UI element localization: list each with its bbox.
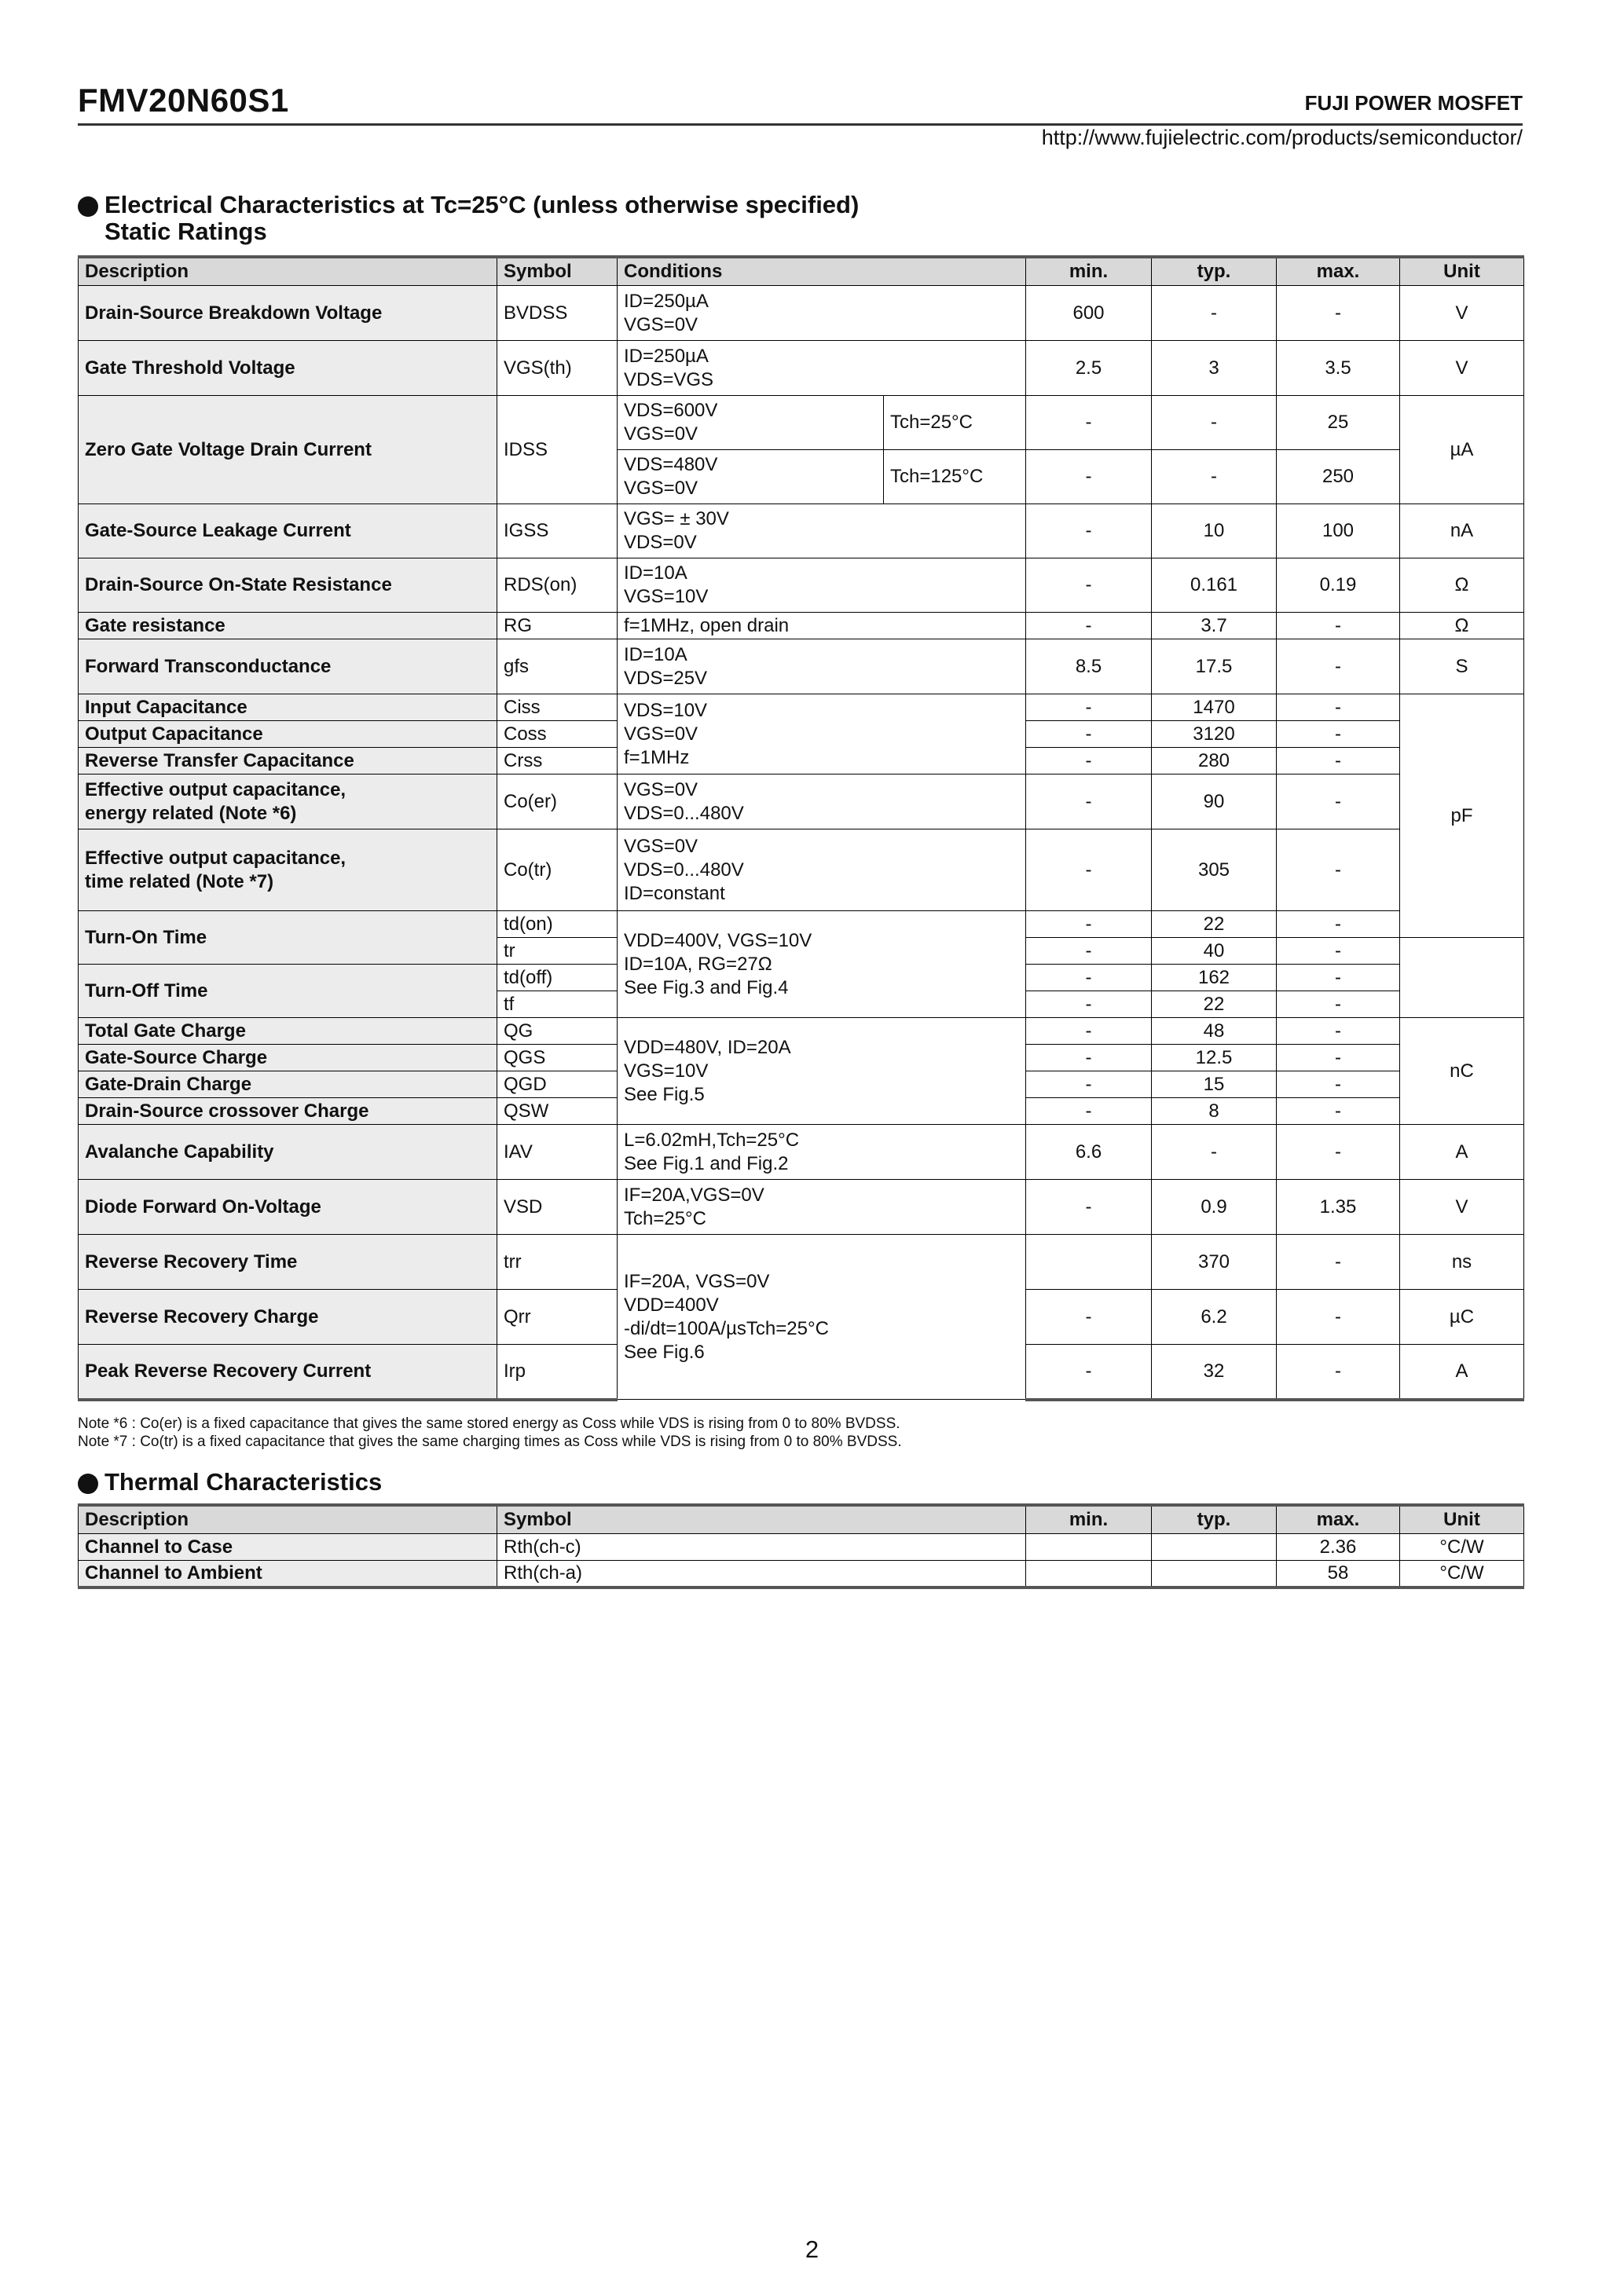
row-max: - (1277, 1345, 1400, 1400)
row-max: - (1277, 1071, 1400, 1098)
row-max: - (1277, 1125, 1400, 1180)
row-symbol: QG (497, 1018, 618, 1045)
col-description: Description (79, 1505, 497, 1534)
col-unit: Unit (1400, 1505, 1524, 1534)
table-row (79, 1018, 1524, 1045)
col-typ: typ. (1152, 257, 1277, 286)
row-min: - (1026, 558, 1152, 613)
row-conditions: VDS=10V VGS=0V f=1MHz (618, 694, 1026, 774)
row-typ: 40 (1152, 938, 1277, 965)
row-max: - (1277, 1098, 1400, 1125)
row-typ: 370 (1152, 1235, 1277, 1290)
page-title: FMV20N60S1 (78, 82, 289, 119)
row-symbol: trr (497, 1235, 618, 1290)
row-typ: - (1152, 1125, 1277, 1180)
bullet-icon (78, 1474, 98, 1494)
table-row (79, 911, 1524, 938)
row-max: - (1277, 721, 1400, 748)
row-desc: Channel to Ambient (79, 1561, 497, 1587)
row-max: - (1277, 991, 1400, 1018)
row-desc: Avalanche Capability (79, 1125, 497, 1180)
row-symbol: Co(tr) (497, 829, 618, 911)
row-max: - (1277, 1045, 1400, 1071)
row-conditions: VDS=480V VGS=0V (618, 450, 884, 504)
row-typ: 90 (1152, 774, 1277, 829)
row-typ: 3.7 (1152, 613, 1277, 639)
row-desc: Drain-Source Breakdown Voltage (79, 286, 497, 341)
row-conditions: ID=250µA VDS=VGS (618, 341, 1026, 396)
row-conditions: L=6.02mH,Tch=25°C See Fig.1 and Fig.2 (618, 1125, 1026, 1180)
row-unit: °C/W (1400, 1534, 1524, 1561)
row-min: - (1026, 1180, 1152, 1235)
row-symbol: RDS(on) (497, 558, 618, 613)
row-symbol: Co(er) (497, 774, 618, 829)
table-row (79, 1180, 1524, 1235)
row-max: - (1277, 774, 1400, 829)
electrical-table (78, 255, 1524, 1401)
row-max: - (1277, 1235, 1400, 1290)
row-max: 1.35 (1277, 1180, 1400, 1235)
row-conditions: VGS=0V VDS=0...480V (618, 774, 1026, 829)
row-min (1026, 1534, 1152, 1561)
row-typ: 17.5 (1152, 639, 1277, 694)
row-symbol: tr (497, 938, 618, 965)
row-unit: Ω (1400, 613, 1524, 639)
row-typ: 280 (1152, 748, 1277, 774)
thermal-title: Thermal Characteristics (104, 1468, 383, 1496)
row-min: - (1026, 1018, 1152, 1045)
thermal-table (78, 1503, 1524, 1589)
electrical-title: Electrical Characteristics at Tc=25°C (unless otherwise specified) (104, 191, 860, 218)
row-unit: V (1400, 286, 1524, 341)
row-max: 3.5 (1277, 341, 1400, 396)
row-desc: Input Capacitance (79, 694, 497, 721)
row-min: 8.5 (1026, 639, 1152, 694)
table-row (79, 1534, 1524, 1561)
row-symbol: BVDSS (497, 286, 618, 341)
row-unit: ns (1400, 1235, 1524, 1290)
row-unit: S (1400, 639, 1524, 694)
row-max: - (1277, 694, 1400, 721)
row-typ: 162 (1152, 965, 1277, 991)
table-row (79, 694, 1524, 721)
col-symbol: Symbol (497, 1505, 1026, 1534)
row-max: 250 (1277, 450, 1400, 504)
row-typ: 6.2 (1152, 1290, 1277, 1345)
row-symbol: RG (497, 613, 618, 639)
table-row (79, 613, 1524, 639)
row-desc: Output Capacitance (79, 721, 497, 748)
row-symbol: Irp (497, 1345, 618, 1400)
row-symbol: IDSS (497, 396, 618, 504)
row-min: - (1026, 450, 1152, 504)
row-symbol: Crss (497, 748, 618, 774)
row-max: 58 (1277, 1561, 1400, 1587)
row-conditions: ID=10A VGS=10V (618, 558, 1026, 613)
row-max: 25 (1277, 396, 1400, 450)
table-row (79, 1561, 1524, 1587)
row-unit: µC (1400, 1290, 1524, 1345)
row-symbol: Rth(ch-a) (497, 1561, 1026, 1587)
row-temperature: Tch=25°C (884, 396, 1026, 450)
table-row (79, 504, 1524, 558)
row-min: 2.5 (1026, 341, 1152, 396)
row-min: - (1026, 829, 1152, 911)
col-conditions: Conditions (618, 257, 1026, 286)
row-typ: 0.9 (1152, 1180, 1277, 1235)
electrical-heading (78, 192, 859, 245)
row-desc: Forward Transconductance (79, 639, 497, 694)
thermal-heading (78, 1469, 382, 1496)
row-symbol: IAV (497, 1125, 618, 1180)
row-min: - (1026, 504, 1152, 558)
row-desc: Turn-Off Time (79, 965, 497, 1018)
row-desc: Turn-On Time (79, 911, 497, 965)
row-desc: Reverse Recovery Charge (79, 1290, 497, 1345)
row-desc: Reverse Recovery Time (79, 1235, 497, 1290)
note-7: Note *7 : Co(tr) is a fixed capacitance that gives the same charging times as Coss while VDS is rising from 0 to 80% BVDSS. (78, 1434, 902, 1450)
row-typ: 1470 (1152, 694, 1277, 721)
row-desc: Channel to Case (79, 1534, 497, 1561)
row-max: - (1277, 286, 1400, 341)
table-row (79, 558, 1524, 613)
row-min: - (1026, 748, 1152, 774)
row-desc: Gate-Drain Charge (79, 1071, 497, 1098)
row-min: - (1026, 1098, 1152, 1125)
table-header-row (79, 1505, 1524, 1534)
row-symbol: td(on) (497, 911, 618, 938)
row-typ: 8 (1152, 1098, 1277, 1125)
row-desc: Gate resistance (79, 613, 497, 639)
row-symbol: Ciss (497, 694, 618, 721)
row-unit: A (1400, 1125, 1524, 1180)
row-min: - (1026, 911, 1152, 938)
row-min: - (1026, 1071, 1152, 1098)
row-desc: Gate-Source Leakage Current (79, 504, 497, 558)
row-min: 6.6 (1026, 1125, 1152, 1180)
row-unit: Ω (1400, 558, 1524, 613)
row-typ: 3120 (1152, 721, 1277, 748)
row-max: 100 (1277, 504, 1400, 558)
row-symbol: Coss (497, 721, 618, 748)
row-min (1026, 1235, 1152, 1290)
row-typ: 10 (1152, 504, 1277, 558)
row-symbol: td(off) (497, 965, 618, 991)
row-unit: pF (1400, 694, 1524, 938)
row-desc: Zero Gate Voltage Drain Current (79, 396, 497, 504)
row-typ: - (1152, 286, 1277, 341)
row-symbol: Qrr (497, 1290, 618, 1345)
table-row (79, 774, 1524, 829)
col-max: max. (1277, 1505, 1400, 1534)
row-typ: 0.161 (1152, 558, 1277, 613)
row-max: - (1277, 613, 1400, 639)
row-conditions: f=1MHz, open drain (618, 613, 1026, 639)
row-max: 2.36 (1277, 1534, 1400, 1561)
bullet-icon (78, 196, 98, 217)
row-conditions: VGS=0V VDS=0...480V ID=constant (618, 829, 1026, 911)
row-conditions: IF=20A, VGS=0V VDD=400V -di/dt=100A/µsTch=25°C See Fig.6 (618, 1235, 1026, 1400)
row-min: - (1026, 1045, 1152, 1071)
row-symbol: tf (497, 991, 618, 1018)
row-typ: 32 (1152, 1345, 1277, 1400)
col-unit: Unit (1400, 257, 1524, 286)
row-min: - (1026, 991, 1152, 1018)
row-max: - (1277, 1290, 1400, 1345)
row-conditions: VDD=480V, ID=20A VGS=10V See Fig.5 (618, 1018, 1026, 1125)
row-desc: Drain-Source On-State Resistance (79, 558, 497, 613)
note-6: Note *6 : Co(er) is a fixed capacitance that gives the same stored energy as Coss while VDS is rising from 0 to 80% BVDSS. (78, 1415, 900, 1432)
row-desc: Effective output capacitance, energy related (Note *6) (79, 774, 497, 829)
row-max: - (1277, 965, 1400, 991)
row-max: - (1277, 911, 1400, 938)
col-min: min. (1026, 257, 1152, 286)
row-min: - (1026, 774, 1152, 829)
row-symbol: VSD (497, 1180, 618, 1235)
row-min: - (1026, 613, 1152, 639)
row-symbol: QGS (497, 1045, 618, 1071)
col-max: max. (1277, 257, 1400, 286)
row-typ: 3 (1152, 341, 1277, 396)
row-desc: Reverse Transfer Capacitance (79, 748, 497, 774)
row-symbol: IGSS (497, 504, 618, 558)
row-unit: A (1400, 1345, 1524, 1400)
row-typ (1152, 1561, 1277, 1587)
row-symbol: gfs (497, 639, 618, 694)
electrical-subtitle: Static Ratings (104, 218, 267, 245)
row-desc: Effective output capacitance, time related (Note *7) (79, 829, 497, 911)
table-row (79, 286, 1524, 341)
col-min: min. (1026, 1505, 1152, 1534)
col-description: Description (79, 257, 497, 286)
row-symbol: QGD (497, 1071, 618, 1098)
row-unit: nC (1400, 1018, 1524, 1125)
row-desc: Diode Forward On-Voltage (79, 1180, 497, 1235)
row-conditions: VDS=600V VGS=0V (618, 396, 884, 450)
table-row (79, 1125, 1524, 1180)
row-min: - (1026, 721, 1152, 748)
row-symbol: QSW (497, 1098, 618, 1125)
row-max: - (1277, 748, 1400, 774)
row-conditions: ID=10A VDS=25V (618, 639, 1026, 694)
row-typ: 48 (1152, 1018, 1277, 1045)
row-typ: 22 (1152, 911, 1277, 938)
row-conditions: ID=250µA VGS=0V (618, 286, 1026, 341)
row-conditions: IF=20A,VGS=0V Tch=25°C (618, 1180, 1026, 1235)
table-row (79, 396, 1524, 450)
row-typ: - (1152, 396, 1277, 450)
col-typ: typ. (1152, 1505, 1277, 1534)
row-typ: - (1152, 450, 1277, 504)
row-unit: °C/W (1400, 1561, 1524, 1587)
col-symbol: Symbol (497, 257, 618, 286)
row-min: 600 (1026, 286, 1152, 341)
row-min: - (1026, 938, 1152, 965)
row-conditions: VGS= ± 30V VDS=0V (618, 504, 1026, 558)
table-row (79, 639, 1524, 694)
table-header-row (79, 257, 1524, 286)
row-desc: Gate Threshold Voltage (79, 341, 497, 396)
row-typ: 12.5 (1152, 1045, 1277, 1071)
row-max: 0.19 (1277, 558, 1400, 613)
row-symbol: VGS(th) (497, 341, 618, 396)
table-row (79, 341, 1524, 396)
row-max: - (1277, 829, 1400, 911)
header-url[interactable]: http://www.fujielectric.com/products/semiconductor/ (1041, 126, 1523, 149)
table-row (79, 829, 1524, 911)
row-min (1026, 1561, 1152, 1587)
page-number: 2 (805, 2236, 819, 2263)
row-temperature: Tch=125°C (884, 450, 1026, 504)
row-max: - (1277, 938, 1400, 965)
row-min: - (1026, 965, 1152, 991)
row-typ: 15 (1152, 1071, 1277, 1098)
row-min: - (1026, 694, 1152, 721)
row-desc: Drain-Source crossover Charge (79, 1098, 497, 1125)
row-unit: V (1400, 341, 1524, 396)
row-symbol: Rth(ch-c) (497, 1534, 1026, 1561)
table-row (79, 1235, 1524, 1290)
row-conditions: VDD=400V, VGS=10V ID=10A, RG=27Ω See Fig.3 and Fig.4 (618, 911, 1026, 1018)
row-min: - (1026, 1290, 1152, 1345)
row-max: - (1277, 1018, 1400, 1045)
row-max: - (1277, 639, 1400, 694)
row-desc: Total Gate Charge (79, 1018, 497, 1045)
row-typ: 22 (1152, 991, 1277, 1018)
row-unit: nA (1400, 504, 1524, 558)
row-unit: µA (1400, 396, 1524, 504)
row-min: - (1026, 396, 1152, 450)
row-desc: Peak Reverse Recovery Current (79, 1345, 497, 1400)
row-typ: 305 (1152, 829, 1277, 911)
row-desc: Gate-Source Charge (79, 1045, 497, 1071)
row-typ (1152, 1534, 1277, 1561)
row-unit: V (1400, 1180, 1524, 1235)
row-min: - (1026, 1345, 1152, 1400)
brand-label: FUJI POWER MOSFET (1304, 91, 1523, 115)
